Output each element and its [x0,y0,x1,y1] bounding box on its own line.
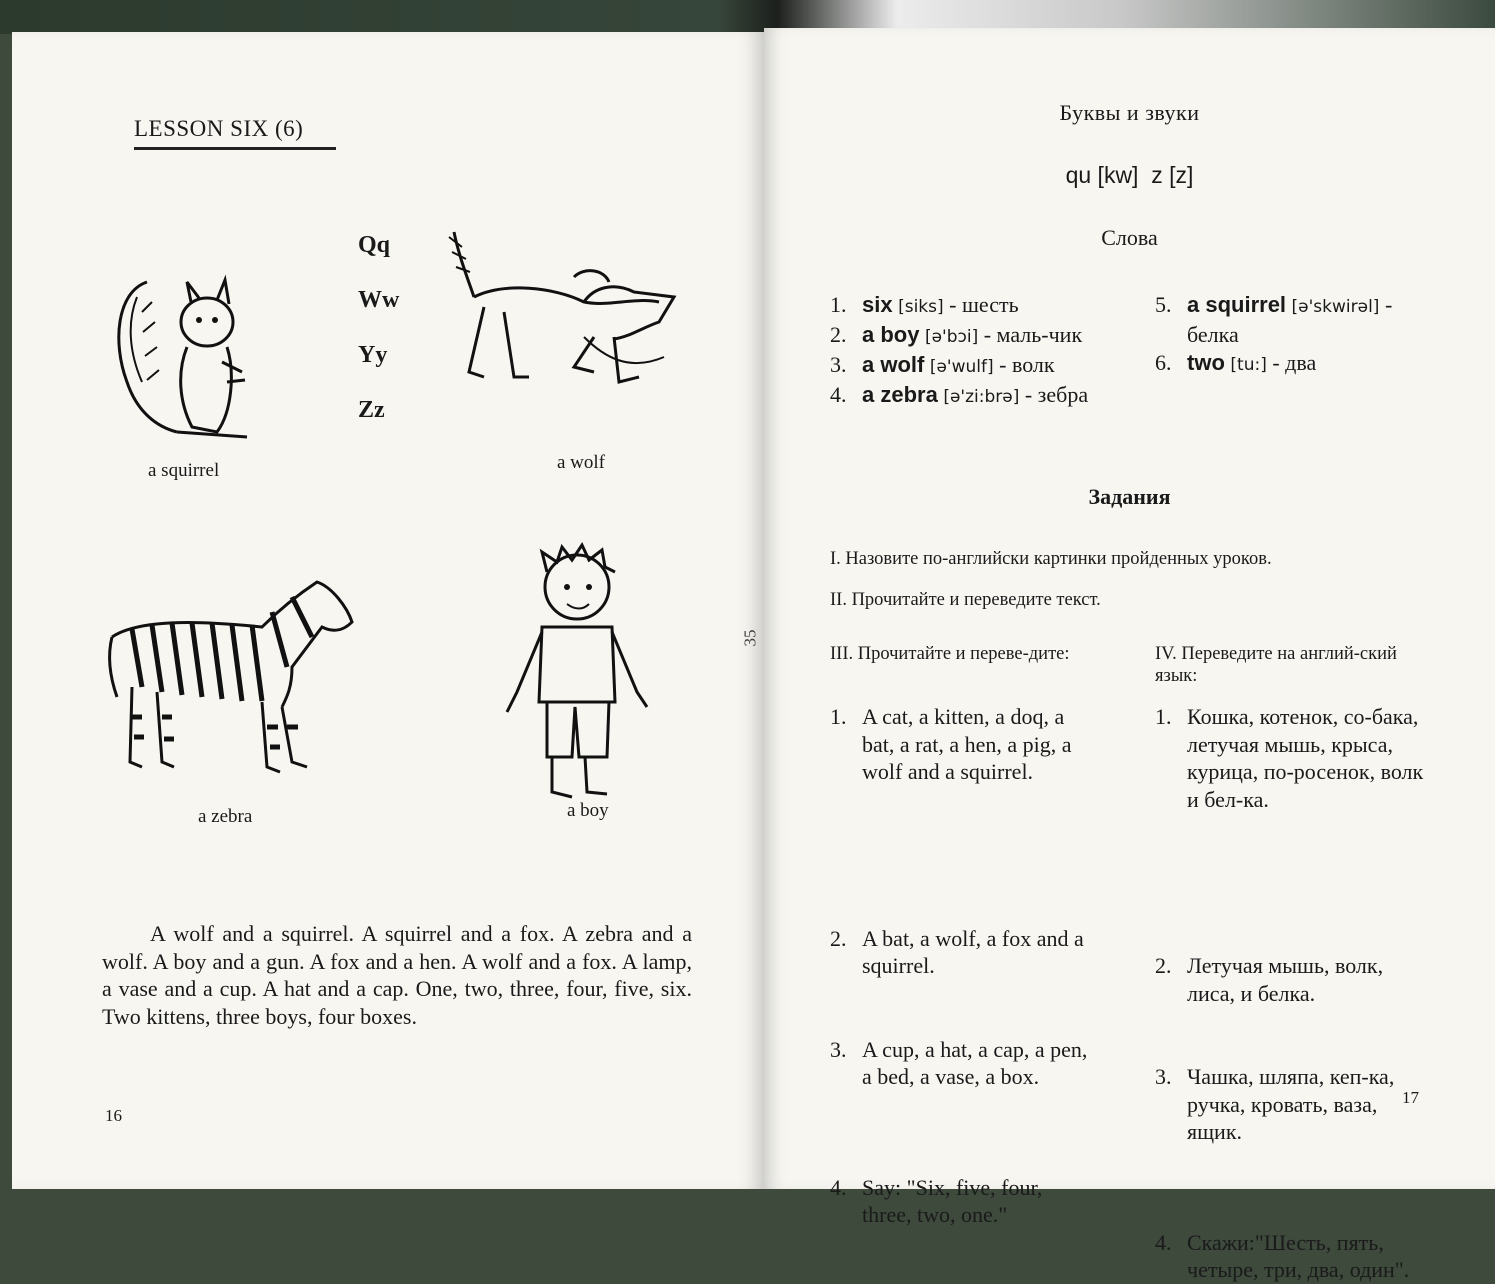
page-number-left: 16 [105,1106,122,1125]
word-item: 5. a squirrel [ə'skwirəl] - белка [1155,292,1393,347]
boy-illustration [497,542,657,812]
word-item: 4. a zebra [ə'zi:brə] - зебра [830,382,1089,407]
list-item: 3. Чашка, шляпа, кеп-ка, ручка, кровать, ваза, ящик. [1155,1064,1395,1144]
list-item: 2. Летучая мышь, волк, лиса, и белка. [1155,953,1384,1006]
caption-boy: a boy [567,800,609,821]
list-item: 4. Скажи:"Шесть, пять, четыре, три, два, один". [1155,1229,1410,1282]
sounds-line: qu [kw] z [z] [1065,162,1194,188]
task-1: I. Назовите по-английски картинки пройденных уроков. [830,549,1272,569]
right-page [740,28,1495,1282]
word-item: 3. a wolf [ə'wulf] - волк [830,352,1055,377]
letter-qq: Qq [358,232,391,258]
words-heading: Слова [1101,225,1158,250]
lesson-title: LESSON SIX (6) [134,116,304,141]
list-item: 4. Say: "Six, five, four, three, two, one." [830,1174,1043,1227]
reading-paragraph: A wolf and a squirrel. A squirrel and a fox. A zebra and a wolf. A boy and a gun. A fox and a hen. A wolf and a fox. A lamp, a vase and a cup. A hat and a cap. One, two, three, four, five, six. Two kittens, three boys, four boxes. [102,921,692,1029]
task-4-title: IV. Переведите на англий-ский язык: [1155,644,1397,686]
wolf-illustration [444,227,679,397]
title-underline [134,147,336,150]
list-item: 3. A cup, a hat, a cap, a pen, a bed, a vase, a box. [830,1036,1088,1089]
task-3-title: III. Прочитайте и переве-дите: [830,644,1070,664]
library-stamp: 35 [740,629,760,647]
letter-ww: Ww [358,287,400,313]
task-2: II. Прочитайте и переведите текст. [830,590,1101,610]
zebra-illustration [102,567,362,777]
list-item: 1. A cat, a kitten, a doq, a bat, a rat, a hen, a pig, a wolf and a squirrel. [830,704,1072,784]
caption-wolf: a wolf [557,452,606,473]
page-number-right: 17 [1402,1088,1419,1107]
word-item: 1. six [siks] - шесть [830,292,1019,317]
left-page [12,32,764,1189]
word-item: 6. two [tu:] - два [1155,350,1317,375]
list-item: 1. Кошка, котенок, со-бака, летучая мышь, крыса, курица, по-росенок, волк и бел-ка. [1155,704,1424,812]
list-item: 2. A bat, a wolf, a fox and a squirrel. [830,925,1084,978]
letters-sounds-heading: Буквы и звуки [1059,100,1200,125]
caption-squirrel: a squirrel [148,460,220,481]
letter-yy: Yy [358,342,388,368]
word-item: 2. a boy [ə'bɔi] - маль-чик [830,322,1083,347]
word-list-left [830,291,1100,411]
caption-zebra: a zebra [198,806,253,827]
tasks-heading: Задания [1088,484,1171,509]
squirrel-illustration [107,252,257,452]
letter-zz: Zz [358,397,385,423]
